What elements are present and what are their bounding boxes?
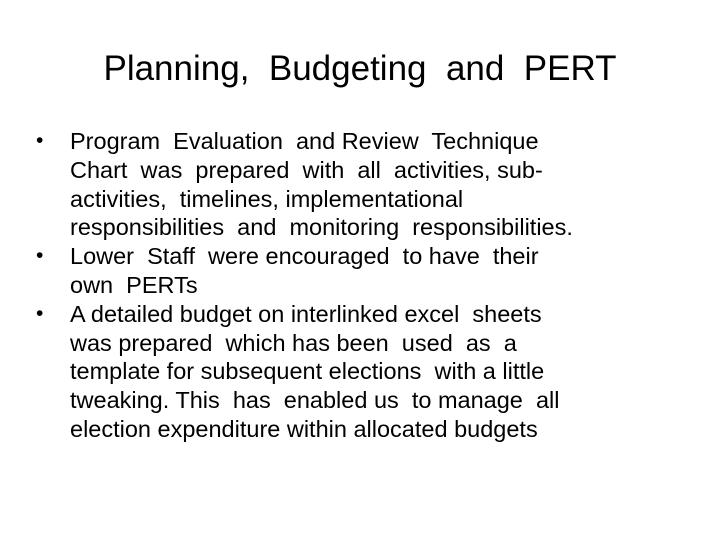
bullet-text-line: election expenditure within allocated budgets xyxy=(70,415,538,442)
bullet-item-lower-staff xyxy=(36,242,676,300)
bullet-text-line: own PERTs xyxy=(70,271,198,298)
bullet-text-line: tweaking. This has enabled us to manage all xyxy=(70,387,560,414)
bullet-text-line: template for subsequent elections with a little xyxy=(70,358,545,385)
bullet-dot-icon: • xyxy=(36,244,44,268)
bullet-dot-icon: • xyxy=(36,129,44,152)
bullet-text-line: Lower Staff were encouraged to have their xyxy=(70,243,539,270)
bullet-list xyxy=(36,127,676,444)
bullet-item-detailed-budget xyxy=(36,300,676,444)
bullet-text-line: Program Evaluation and Review Technique xyxy=(70,128,539,154)
bullet-dot-icon: • xyxy=(36,301,44,325)
bullet-text-line: was prepared which has been used as a xyxy=(70,329,517,356)
slide-title: Planning, Budgeting and PERT xyxy=(103,49,617,88)
bullet-text-line: A detailed budget on interlinked excel sheets xyxy=(70,300,542,327)
bullet-text-line: activities, timelines, implementational xyxy=(70,185,464,212)
bullet-item-program-evaluation xyxy=(36,127,676,242)
bullet-text-line: Chart was prepared with all activities, sub- xyxy=(70,156,543,183)
bullet-text-line: responsibilities and monitoring responsibilities. xyxy=(70,214,573,241)
